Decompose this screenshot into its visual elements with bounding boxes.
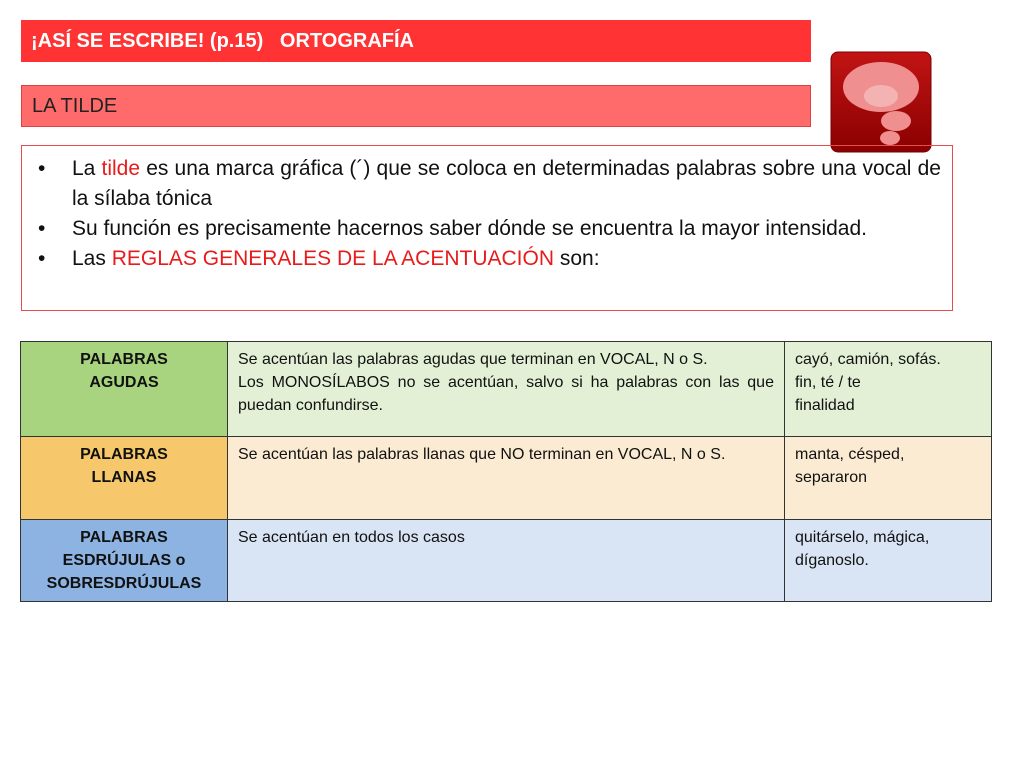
question-mark-icon bbox=[830, 51, 932, 153]
examples-cell-llanas bbox=[784, 437, 991, 520]
rule-text: Se acentúan en todos los casos bbox=[238, 529, 465, 546]
bullet-list-box bbox=[21, 145, 953, 311]
category-cell-esdrujulas bbox=[21, 520, 228, 602]
page-title: ¡ASÍ SE ESCRIBE! (p.15) ORTOGRAFÍA bbox=[21, 20, 811, 62]
category-label: AGUDAS bbox=[89, 374, 159, 391]
table-row-llanas bbox=[21, 437, 992, 520]
category-label: LLANAS bbox=[91, 469, 157, 486]
examples-cell-agudas bbox=[784, 342, 991, 437]
bullet-tilde-function bbox=[32, 214, 941, 244]
bullet-tilde-definition bbox=[32, 154, 941, 214]
accentuation-rules-table bbox=[20, 341, 992, 602]
example-text: manta, césped, bbox=[794, 446, 905, 463]
table-row-agudas bbox=[21, 342, 992, 437]
category-label: ESDRÚJULAS o bbox=[62, 552, 186, 569]
example-text: quitárselo, mágica, bbox=[794, 529, 930, 546]
example-text: cayó, camión, sofás. bbox=[794, 351, 941, 368]
bullet-text: Su función es precisamente hacernos saber dónde se encuentra la mayor intensidad. bbox=[72, 217, 867, 240]
bullet-general-rules bbox=[32, 244, 941, 274]
rule-cell-esdrujulas bbox=[228, 520, 785, 602]
bullet-dot: • bbox=[38, 217, 46, 240]
rule-cell-llanas bbox=[228, 437, 785, 520]
table-row-esdrujulas bbox=[21, 520, 992, 602]
highlight-general-rules: REGLAS GENERALES DE LA ACENTUACIÓN bbox=[111, 247, 555, 270]
bullet-text: Las bbox=[72, 247, 112, 270]
rule-cell-agudas bbox=[228, 342, 785, 437]
category-cell-agudas bbox=[21, 342, 228, 437]
rule-text: Se acentúan las palabras llanas que NO terminan en VOCAL, N o S. bbox=[238, 446, 726, 463]
rule-text: Se acentúan las palabras agudas que terminan en VOCAL, N o S. bbox=[238, 351, 708, 368]
example-text: separaron bbox=[794, 469, 868, 486]
category-label: PALABRAS bbox=[80, 351, 168, 368]
category-cell-llanas bbox=[21, 437, 228, 520]
bullet-text: La bbox=[72, 157, 102, 180]
category-label: SOBRESDRÚJULAS bbox=[46, 575, 202, 592]
example-text: díganoslo. bbox=[794, 552, 869, 569]
example-text: finalidad bbox=[794, 397, 855, 414]
bullet-list bbox=[32, 154, 941, 274]
highlight-tilde: tilde bbox=[101, 157, 141, 180]
bullet-dot: • bbox=[38, 247, 46, 270]
rule-text: Los MONOSÍLABOS no se acentúan, salvo si ha palabras con las que puedan confundirse. bbox=[238, 374, 774, 414]
bullet-text: son: bbox=[554, 247, 600, 270]
example-text: fin, té / te bbox=[794, 374, 861, 391]
bullet-text: es una marca gráfica (´) que se coloca en determinadas palabras sobre una vocal de la sílaba tónica bbox=[72, 157, 941, 210]
examples-cell-esdrujulas bbox=[784, 520, 991, 602]
category-label: PALABRAS bbox=[80, 529, 168, 546]
section-subtitle: LA TILDE bbox=[21, 85, 811, 127]
category-label: PALABRAS bbox=[80, 446, 168, 463]
bullet-dot: • bbox=[38, 157, 46, 180]
